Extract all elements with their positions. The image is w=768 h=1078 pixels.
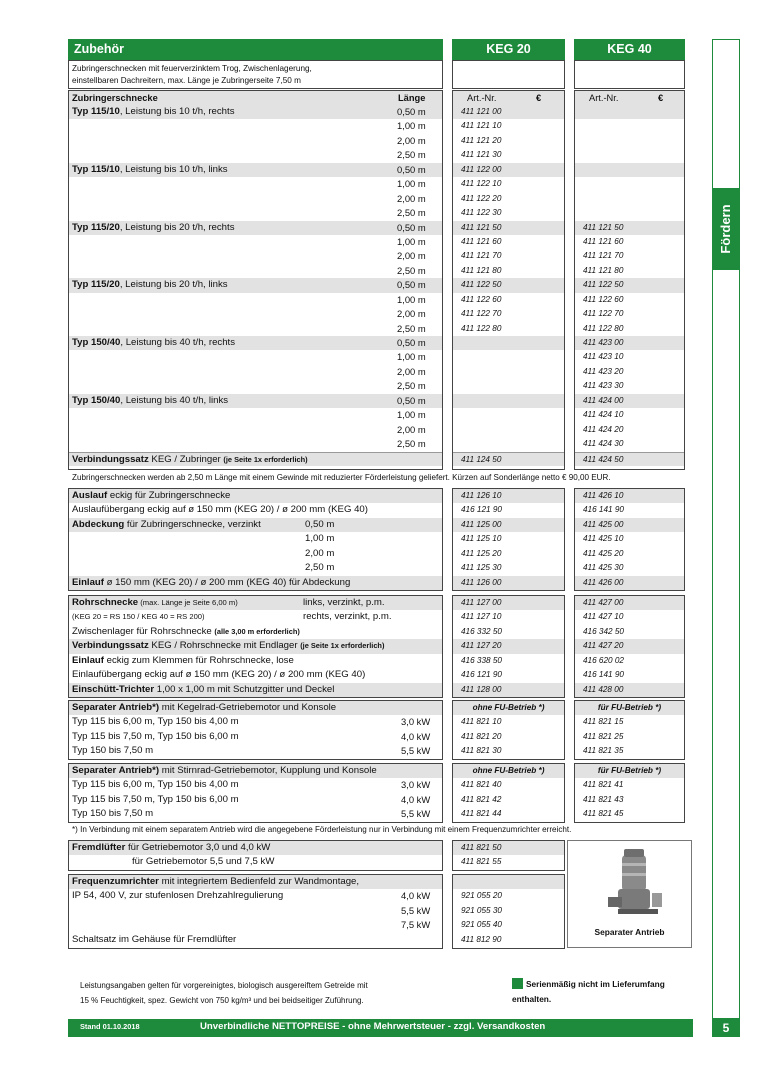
artnr-cell bbox=[575, 163, 684, 177]
zubringer-row: 2,50 m bbox=[397, 264, 426, 276]
abdeckung-row-4: 2,50 m bbox=[305, 562, 335, 574]
artnr-cell bbox=[453, 365, 564, 379]
side-tab-label: Fördern bbox=[718, 204, 733, 254]
artnr-cell bbox=[575, 134, 684, 148]
artnr-cell: 411 424 20 bbox=[583, 424, 624, 434]
zubringer-row: 1,00 m bbox=[397, 351, 426, 363]
sec7-desc: Frequenzumrichter mit integriertem Bedienfeld zur Wandmontage, IP 54, 400 V, zur stufenlosen Drehzahlregulierung 4,0 kW 5,5 kW 7,5 kW Schaltsatz im Gehäuse für Fremdlüfter bbox=[68, 874, 443, 949]
artnr-cell: 411 121 50 bbox=[575, 221, 684, 235]
zubringer-row: 1,00 m bbox=[397, 178, 426, 190]
abdeckung-row: Abdeckung für Zubringerschnecke, verzinkt 0,50 m bbox=[69, 518, 442, 532]
artnr-cell: 411 121 00 bbox=[453, 105, 564, 119]
artnr-cell bbox=[453, 350, 564, 364]
zubringer-row: 1,00 m bbox=[397, 409, 426, 421]
einlaufuebergang-row: Einlaufübergang eckig auf ø 150 mm (KEG 20) / ø 200 mm (KEG 40) bbox=[72, 669, 366, 681]
artnr-cell: 411 122 50 bbox=[453, 278, 564, 292]
artnr-cell bbox=[453, 423, 564, 437]
side-column bbox=[712, 39, 740, 1019]
fremdluefter-row: Fremdlüfter für Getriebemotor 3,0 und 4,0 kW bbox=[69, 841, 442, 855]
footer-bar bbox=[68, 1019, 693, 1037]
sec4-desc: Separater Antrieb*) mit Kegelrad-Getriebemotor und Konsole Typ 115 bis 6,00 m, Typ 150 bis 4,00 m 3,0 kW Typ 115 bis 7,50 m, Typ 150 bis 6,00 m 4,0 kW Typ 150 bis 7,50 m 5,5 kW bbox=[68, 700, 443, 760]
sec4-keg20: ohne FU-Betrieb *) 411 821 10 411 821 20 411 821 30 bbox=[452, 700, 565, 760]
vs-k40: 411 424 50 bbox=[575, 452, 684, 466]
zubringer-row: Typ 115/10, Leistung bis 10 t/h, rechts 0,50 m bbox=[69, 105, 442, 119]
sec2-keg20: 411 126 10 416 121 90 411 125 00 411 125 10 411 125 20 411 125 30 411 126 00 bbox=[452, 488, 565, 591]
sec2-keg40: 411 426 10 416 141 90 411 425 00 411 425 10 411 425 20 411 425 30 411 426 00 bbox=[574, 488, 685, 591]
zubringer-row: 1,00 m bbox=[397, 235, 426, 247]
abdeckung-row-2: 1,00 m bbox=[305, 533, 335, 545]
artnr-cell: 411 423 20 bbox=[583, 366, 624, 376]
zubringer-row: 1,00 m bbox=[397, 120, 426, 132]
zwischenlager-row: Zwischenlager für Rohrschnecke (alle 3,00 m erforderlich) bbox=[72, 625, 300, 637]
artnr-cell: 411 122 70 bbox=[583, 309, 624, 319]
vs-row: Verbindungssatz KEG / Zubringer (je Seite 1x erforderlich) bbox=[69, 452, 442, 466]
intro-box bbox=[68, 60, 443, 89]
sec6-desc bbox=[68, 840, 443, 871]
artnr-cell: 411 122 10 bbox=[461, 179, 502, 189]
zubringer-row: 2,00 m bbox=[397, 365, 426, 377]
zubringer-row: 2,00 m bbox=[397, 134, 426, 146]
header-keg40: KEG 40 bbox=[574, 39, 685, 60]
artnr-cell: 411 122 60 bbox=[461, 294, 502, 304]
intro-line2: einstellbaren Dachreitern, max. Länge je Zubringerseite 7,50 m bbox=[72, 76, 301, 85]
frequenzumrichter-row: Frequenzumrichter mit integriertem Bedienfeld zur Wandmontage, bbox=[69, 875, 442, 889]
sec3-keg20: 411 127 00 411 127 10 416 332 50 411 127 20 416 338 50 416 121 90 411 128 00 bbox=[452, 595, 565, 698]
einlauf-rohr-row: Einlauf eckig zum Klemmen für Rohrschnecke, lose bbox=[72, 654, 294, 666]
artnr-cell: 411 122 70 bbox=[461, 309, 502, 319]
sec1-keg40 bbox=[574, 90, 685, 470]
zubringer-row: 2,50 m bbox=[397, 438, 426, 450]
zubringer-row: 2,50 m bbox=[397, 149, 426, 161]
artnr-cell: 411 424 10 bbox=[583, 410, 624, 420]
zubringer-row: 2,00 m bbox=[397, 192, 426, 204]
zubringer-row: 2,50 m bbox=[397, 380, 426, 392]
sec3-keg40: 411 427 00 411 427 10 416 342 50 411 427 20 416 620 02 416 141 90 411 428 00 bbox=[574, 595, 685, 698]
zubringer-row: Typ 115/20, Leistung bis 20 t/h, rechts 0,50 m bbox=[69, 221, 442, 235]
header-keg20: KEG 20 bbox=[452, 39, 565, 60]
keg20-artnr-header: Art.-Nr. € bbox=[453, 91, 564, 105]
sec2-desc bbox=[68, 488, 443, 591]
footer-text: Unverbindliche NETTOPREISE - ohne Mehrwertsteuer - zzgl. Versandkosten bbox=[200, 1021, 546, 1032]
rohrschnecke-row-2: (KEG 20 = RS 150 / KEG 40 = RS 200) rechts, verzinkt, p.m. bbox=[72, 611, 392, 623]
artnr-cell: 411 423 00 bbox=[575, 336, 684, 350]
trichter-row: Einschütt-Trichter 1,00 x 1,00 m mit Schutzgitter und Deckel bbox=[69, 683, 442, 697]
auslaufuebergang-row: Auslaufübergang eckig auf ø 150 mm (KEG 20) / ø 200 mm (KEG 40) bbox=[72, 504, 368, 516]
zubringer-row: 2,00 m bbox=[397, 250, 426, 262]
sec1-desc bbox=[68, 90, 443, 470]
rohrschnecke-row: Rohrschnecke (max. Länge je Seite 6,00 m) links, verzinkt, p.m. bbox=[69, 596, 442, 610]
artnr-cell bbox=[575, 105, 684, 119]
sec1-note: Zubringerschnecken werden ab 2,50 m Länge mit einem Gewinde mit reduzierter Förderleistung geliefert. Kürzen auf Sonderlänge netto € 90,00 EUR. bbox=[72, 473, 611, 482]
vs-k20: 411 124 50 bbox=[453, 452, 564, 466]
zubringer-row: Typ 150/40, Leistung bis 40 t/h, rechts 0,50 m bbox=[69, 336, 442, 350]
artnr-cell bbox=[575, 206, 684, 220]
artnr-cell bbox=[453, 408, 564, 422]
artnr-cell: 411 121 70 bbox=[461, 251, 502, 261]
abdeckung-row-3: 2,00 m bbox=[305, 547, 335, 559]
artnr-cell: 411 122 50 bbox=[575, 278, 684, 292]
artnr-cell: 411 122 30 bbox=[461, 208, 502, 218]
artnr-cell: 411 121 80 bbox=[583, 265, 624, 275]
footer-stand: Stand 01.10.2018 bbox=[80, 1022, 140, 1031]
artnr-cell: 411 423 30 bbox=[583, 381, 624, 391]
sec5-title: Separater Antrieb*) mit Stirnrad-Getriebemotor, Kupplung und Konsole bbox=[69, 764, 442, 778]
zubringer-row: 2,00 m bbox=[397, 308, 426, 320]
artnr-cell bbox=[575, 119, 684, 133]
artnr-cell: 411 121 10 bbox=[461, 121, 502, 131]
artnr-cell: 411 121 80 bbox=[461, 265, 502, 275]
einlauf-row: Einlauf ø 150 mm (KEG 20) / ø 200 mm (KEG 40) für Abdeckung bbox=[69, 576, 442, 590]
zubringer-row: 2,00 m bbox=[397, 423, 426, 435]
artnr-cell: 411 122 00 bbox=[453, 163, 564, 177]
sec1-col-header bbox=[69, 91, 442, 105]
zubringer-row: Typ 150/40, Leistung bis 40 t/h, links 0,50 m bbox=[69, 394, 442, 408]
artnr-cell: 411 424 00 bbox=[575, 394, 684, 408]
zubringer-row: Typ 115/20, Leistung bis 20 t/h, links 0,50 m bbox=[69, 278, 442, 292]
artnr-cell: 411 121 70 bbox=[583, 251, 624, 261]
zubringer-row: 2,50 m bbox=[397, 322, 426, 334]
sec4-keg40: für FU-Betrieb *) 411 821 15 411 821 25 411 821 35 bbox=[574, 700, 685, 760]
image-caption: Separater Antrieb bbox=[594, 927, 665, 937]
intro-keg20-cell bbox=[452, 60, 565, 89]
zubringer-row: 2,50 m bbox=[397, 207, 426, 219]
gear-motor-image bbox=[568, 841, 692, 926]
keg40-artnr-header: Art.-Nr. € bbox=[575, 91, 684, 105]
artnr-cell bbox=[575, 177, 684, 191]
zubringer-row: 1,00 m bbox=[397, 293, 426, 305]
sec3-desc bbox=[68, 595, 443, 698]
artnr-cell bbox=[453, 336, 564, 350]
artnr-cell bbox=[453, 379, 564, 393]
verbindungssatz-row: Verbindungssatz KEG / Rohrschnecke mit Endlager (je Seite 1x erforderlich) bbox=[69, 639, 442, 653]
artnr-cell: 411 424 30 bbox=[583, 439, 624, 449]
artnr-cell: 411 122 80 bbox=[583, 323, 624, 333]
artnr-cell: 411 121 60 bbox=[583, 236, 624, 246]
sec5-keg20: ohne FU-Betrieb *) 411 821 40 411 821 42 411 821 44 bbox=[452, 763, 565, 823]
intro-keg40-cell bbox=[574, 60, 685, 89]
artnr-cell: 411 121 50 bbox=[453, 221, 564, 235]
footnote: Leistungsangaben gelten für vorgereinigtes, biologisch ausgereiftem Getreide mit 15 % Feuchtigkeit, spez. Gewicht von 750 kg/m³ und bei beidseitiger Zuführung. bbox=[80, 981, 368, 1005]
sec5-desc: Separater Antrieb*) mit Stirnrad-Getriebemotor, Kupplung und Konsole Typ 115 bis 6,00 m, Typ 150 bis 4,00 m 3,0 kW Typ 115 bis 7,50 m, Typ 150 bis 6,00 m 4,0 kW Typ 150 bis 7,50 m 5,5 kW bbox=[68, 763, 443, 823]
artnr-cell: 411 121 20 bbox=[461, 135, 502, 145]
sec4-title: Separater Antrieb*) mit Kegelrad-Getriebemotor und Konsole bbox=[69, 701, 442, 715]
artnr-cell bbox=[575, 148, 684, 162]
sec5-note: *) In Verbindung mit einem separatem Antrieb wird die angegebene Förderleistung nur in Verbindung mit einem Frequenzumrichter erreicht. bbox=[72, 825, 572, 834]
artnr-cell: 411 122 60 bbox=[583, 294, 624, 304]
artnr-cell bbox=[575, 192, 684, 206]
artnr-cell: 411 121 30 bbox=[461, 150, 502, 160]
artnr-cell: 411 122 20 bbox=[461, 193, 502, 203]
sec5-keg40: für FU-Betrieb *) 411 821 41 411 821 43 411 821 45 bbox=[574, 763, 685, 823]
artnr-cell: 411 121 60 bbox=[461, 236, 502, 246]
auslauf-row: Auslauf eckig für Zubringerschnecke bbox=[69, 489, 442, 503]
zubringer-row: Typ 115/10, Leistung bis 10 t/h, links 0,50 m bbox=[69, 163, 442, 177]
col-zubringerschnecke: Zubringerschnecke bbox=[72, 93, 158, 103]
legend-swatch bbox=[512, 978, 523, 989]
sec7-keg20: 921 055 20 921 055 30 921 055 40 411 812 90 bbox=[452, 874, 565, 949]
page-number: 5 bbox=[712, 1019, 740, 1037]
intro-line1: Zubringerschnecken mit feuerverzinktem Trog, Zwischenlagerung, bbox=[72, 64, 312, 73]
motor-image-box bbox=[567, 840, 692, 948]
artnr-cell bbox=[453, 394, 564, 408]
header-zubehoer: Zubehör bbox=[68, 39, 443, 60]
col-laenge: Länge bbox=[398, 93, 426, 103]
artnr-cell bbox=[453, 437, 564, 451]
artnr-cell: 411 122 80 bbox=[461, 323, 502, 333]
artnr-cell: 411 423 10 bbox=[583, 352, 624, 362]
sec1-keg20 bbox=[452, 90, 565, 470]
sec6-keg20: 411 821 50 411 821 55 bbox=[452, 840, 565, 871]
legend-text: Serienmäßig nicht im Lieferumfang enthalten. bbox=[512, 979, 665, 1004]
fremdluefter-row-2: für Getriebemotor 5,5 und 7,5 kW bbox=[132, 856, 275, 868]
